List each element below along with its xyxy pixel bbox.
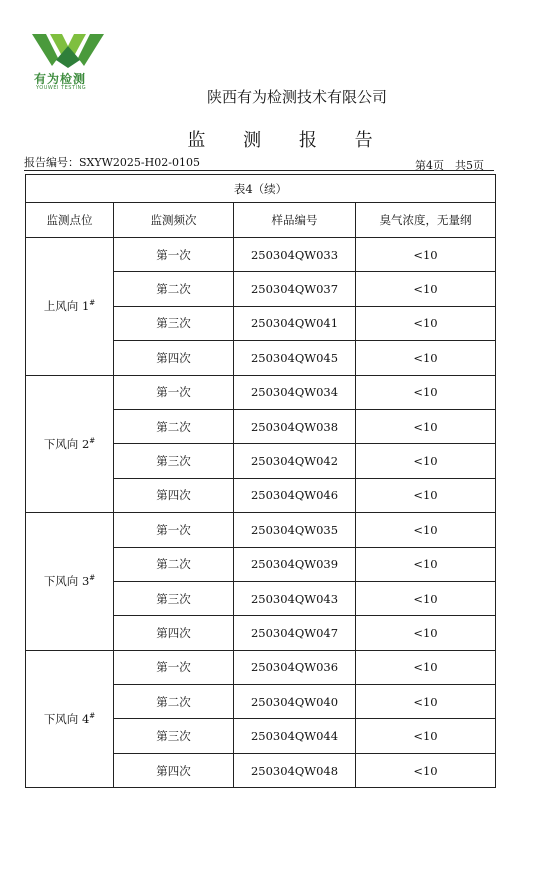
sample-id-cell: 250304QW037 — [234, 272, 356, 306]
site-label: 下风向 2 — [43, 436, 90, 451]
frequency-cell: 第一次 — [114, 375, 234, 409]
results-table — [25, 174, 496, 788]
sample-id-cell: 250304QW038 — [234, 409, 356, 443]
odor-value-cell: <10 — [356, 306, 496, 340]
frequency-cell: 第三次 — [114, 581, 234, 615]
sample-id-cell: 250304QW035 — [234, 513, 356, 547]
table-row — [26, 650, 496, 684]
odor-value-cell: <10 — [356, 753, 496, 787]
sample-id-cell: 250304QW041 — [234, 306, 356, 340]
sample-id-cell: 250304QW033 — [234, 238, 356, 272]
page-number: 第4页 共5页 — [415, 159, 484, 172]
odor-value-cell: <10 — [356, 616, 496, 650]
odor-value-cell: <10 — [356, 444, 496, 478]
odor-value-cell: <10 — [356, 513, 496, 547]
odor-value-cell: <10 — [356, 685, 496, 719]
column-header-odor: 臭气浓度，无量纲 — [356, 203, 496, 238]
site-mark: # — [89, 436, 96, 445]
sample-id-cell: 250304QW039 — [234, 547, 356, 581]
frequency-cell: 第一次 — [114, 513, 234, 547]
table-row — [26, 375, 496, 409]
frequency-cell: 第三次 — [114, 444, 234, 478]
frequency-cell: 第二次 — [114, 685, 234, 719]
odor-value-cell: <10 — [356, 719, 496, 753]
logo-mark-icon — [28, 30, 108, 70]
sample-id-cell: 250304QW036 — [234, 650, 356, 684]
sample-id-cell: 250304QW042 — [234, 444, 356, 478]
sample-id-cell: 250304QW034 — [234, 375, 356, 409]
sample-id-cell: 250304QW043 — [234, 581, 356, 615]
frequency-cell: 第三次 — [114, 306, 234, 340]
odor-value-cell: <10 — [356, 478, 496, 512]
frequency-cell: 第一次 — [114, 650, 234, 684]
company-name: 陕西有为检测技术有限公司 — [206, 88, 387, 106]
site-mark: # — [89, 299, 96, 308]
frequency-cell: 第三次 — [114, 719, 234, 753]
column-header-sample-id: 样品编号 — [234, 203, 356, 238]
site-mark: # — [89, 711, 96, 720]
frequency-cell: 第四次 — [114, 616, 234, 650]
site-cell — [26, 650, 114, 788]
site-label: 下风向 3 — [43, 574, 90, 589]
odor-value-cell: <10 — [356, 581, 496, 615]
logo-text-cn: 有为检测 — [34, 72, 87, 86]
frequency-cell: 第四次 — [114, 478, 234, 512]
sample-id-cell: 250304QW044 — [234, 719, 356, 753]
frequency-cell: 第一次 — [114, 238, 234, 272]
site-cell — [26, 238, 114, 376]
page-title: 监 测 报 告 — [187, 130, 389, 151]
sample-id-cell: 250304QW047 — [234, 616, 356, 650]
table-caption: 表4（续） — [26, 175, 496, 203]
table-caption-row — [26, 175, 496, 203]
table-row — [26, 238, 496, 272]
report-number: 报告编号：SXYW2025-H02-0105 — [24, 156, 200, 169]
odor-value-cell: <10 — [356, 341, 496, 375]
column-header-site: 监测点位 — [26, 203, 114, 238]
frequency-cell: 第二次 — [114, 547, 234, 581]
odor-value-cell: <10 — [356, 650, 496, 684]
site-label: 下风向 4 — [43, 711, 90, 726]
odor-value-cell: <10 — [356, 375, 496, 409]
sample-id-cell: 250304QW040 — [234, 685, 356, 719]
site-label: 上风向 1 — [43, 299, 90, 314]
frequency-cell: 第二次 — [114, 409, 234, 443]
frequency-cell: 第四次 — [114, 753, 234, 787]
odor-value-cell: <10 — [356, 238, 496, 272]
header-divider — [24, 170, 494, 171]
sample-id-cell: 250304QW045 — [234, 341, 356, 375]
odor-value-cell: <10 — [356, 409, 496, 443]
odor-value-cell: <10 — [356, 272, 496, 306]
site-mark: # — [89, 574, 96, 583]
odor-value-cell: <10 — [356, 547, 496, 581]
sample-id-cell: 250304QW048 — [234, 753, 356, 787]
site-cell — [26, 375, 114, 513]
logo-text-en: YOUWEI TESTING — [36, 85, 87, 91]
table-header-row — [26, 203, 496, 238]
column-header-frequency: 监测频次 — [114, 203, 234, 238]
frequency-cell: 第四次 — [114, 341, 234, 375]
frequency-cell: 第二次 — [114, 272, 234, 306]
sample-id-cell: 250304QW046 — [234, 478, 356, 512]
table-row — [26, 513, 496, 547]
site-cell — [26, 513, 114, 651]
